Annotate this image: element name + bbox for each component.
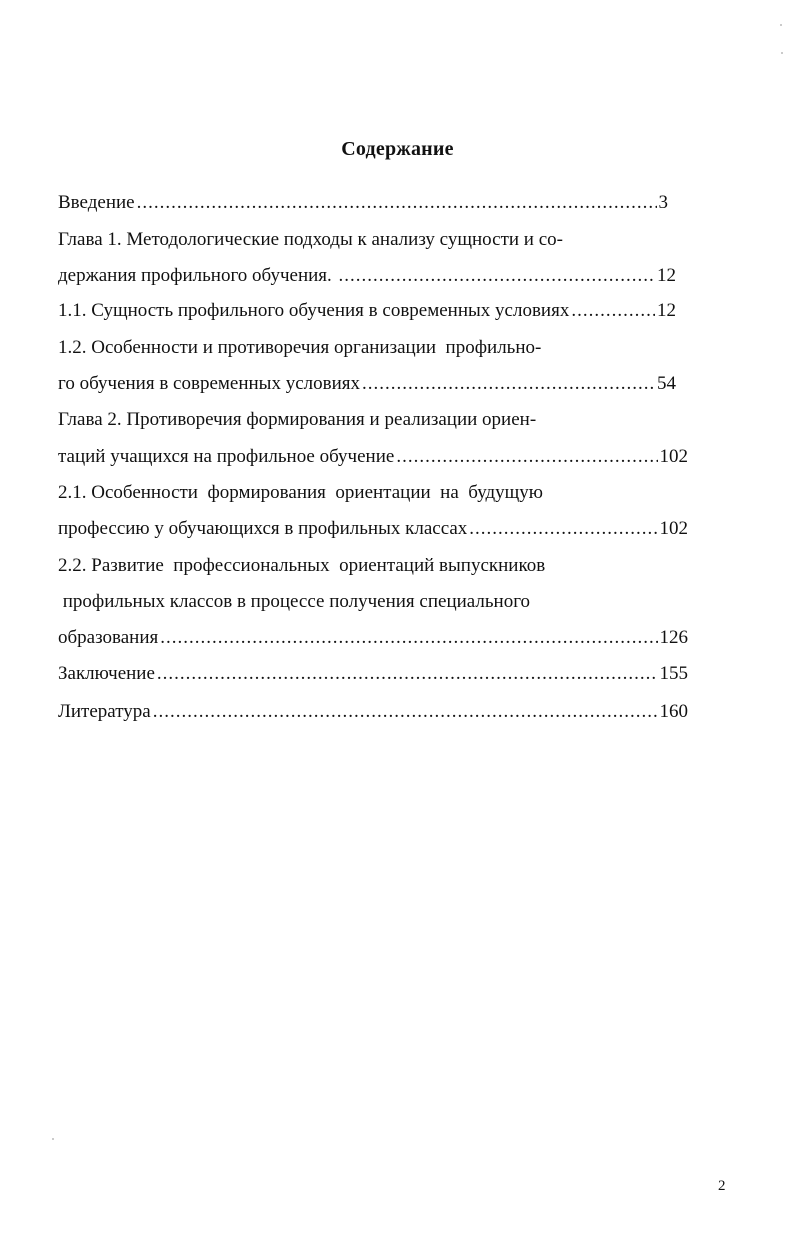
toc-entry-text: профессию у обучающихся в профильных классах bbox=[58, 518, 468, 539]
toc-entry-bibliography bbox=[58, 700, 688, 724]
dot-leader bbox=[469, 517, 657, 541]
toc-entry-page: 102 bbox=[659, 518, 688, 539]
scan-speck bbox=[52, 1138, 54, 1140]
toc-entry-page: 126 bbox=[659, 627, 688, 648]
toc-entry-page: 3 bbox=[658, 192, 668, 213]
toc-entry-section-2-2-line3 bbox=[58, 626, 688, 650]
toc-entry-text: 2.1. Особенности формирования ориентации на будущую bbox=[58, 482, 543, 503]
dot-leader bbox=[571, 299, 655, 323]
scan-speck bbox=[781, 52, 783, 54]
toc-entry-section-1-2-line2 bbox=[58, 372, 676, 396]
toc-entry-section-2-1-line1 bbox=[58, 481, 543, 505]
toc-entry-page: 54 bbox=[657, 373, 676, 394]
toc-entry-text: Глава 2. Противоречия формирования и реализации ориен- bbox=[58, 409, 537, 430]
dot-leader bbox=[362, 372, 655, 396]
toc-heading: Содержание bbox=[341, 138, 454, 160]
dot-leader bbox=[160, 626, 657, 650]
toc-entry-page: 160 bbox=[659, 701, 688, 722]
dot-leader bbox=[396, 445, 657, 469]
toc-entry-chapter2-line1 bbox=[58, 408, 536, 432]
dot-leader bbox=[339, 264, 655, 288]
scan-speck bbox=[780, 24, 782, 26]
dot-leader bbox=[157, 662, 658, 686]
toc-entry-section-1-1 bbox=[58, 299, 676, 323]
toc-entry-text: держания профильного обучения. bbox=[58, 265, 337, 286]
toc-entry-text: Заключение bbox=[58, 663, 155, 684]
toc-entry-page: 12 bbox=[657, 265, 676, 286]
toc-entry-conclusion bbox=[58, 662, 688, 686]
toc-entry-text: Введение bbox=[58, 192, 135, 213]
toc-entry-chapter2-line2 bbox=[58, 445, 688, 469]
toc-entry-text: 1.2. Особенности и противоречия организации профильно- bbox=[58, 337, 542, 358]
toc-entry-text: таций учащихся на профильное обучение bbox=[58, 446, 395, 467]
toc-entry-chapter1-line1 bbox=[58, 228, 563, 252]
toc-entry-section-2-2-line1 bbox=[58, 554, 545, 578]
toc-entry-text: 1.1. Сущность профильного обучения в современных условиях bbox=[58, 300, 570, 321]
toc-entry-section-2-2-line2 bbox=[58, 590, 530, 614]
toc-entry-text: профильных классов в процессе получения специального bbox=[58, 591, 531, 612]
toc-entry-chapter1-line2 bbox=[58, 264, 676, 288]
toc-entry-text: 2.2. Развитие профессиональных ориентаций выпускников bbox=[58, 555, 546, 576]
toc-entry-section-1-2-line1 bbox=[58, 336, 541, 360]
dot-leader bbox=[137, 191, 657, 215]
toc-entry-page: 102 bbox=[659, 446, 688, 467]
toc-entry-page: 155 bbox=[659, 663, 688, 684]
toc-entry-text: Литература bbox=[58, 701, 151, 722]
toc-entry-text: образования bbox=[58, 627, 159, 648]
toc-entry-introduction bbox=[58, 191, 668, 215]
toc-entry-text: Глава 1. Методологические подходы к анализу сущности и со- bbox=[58, 229, 563, 250]
dot-leader bbox=[153, 700, 658, 724]
toc-entry-section-2-1-line2 bbox=[58, 517, 688, 541]
toc-entry-text: го обучения в современных условиях bbox=[58, 373, 360, 394]
toc-entry-page: 12 bbox=[657, 300, 676, 321]
page-number: 2 bbox=[718, 1178, 726, 1194]
